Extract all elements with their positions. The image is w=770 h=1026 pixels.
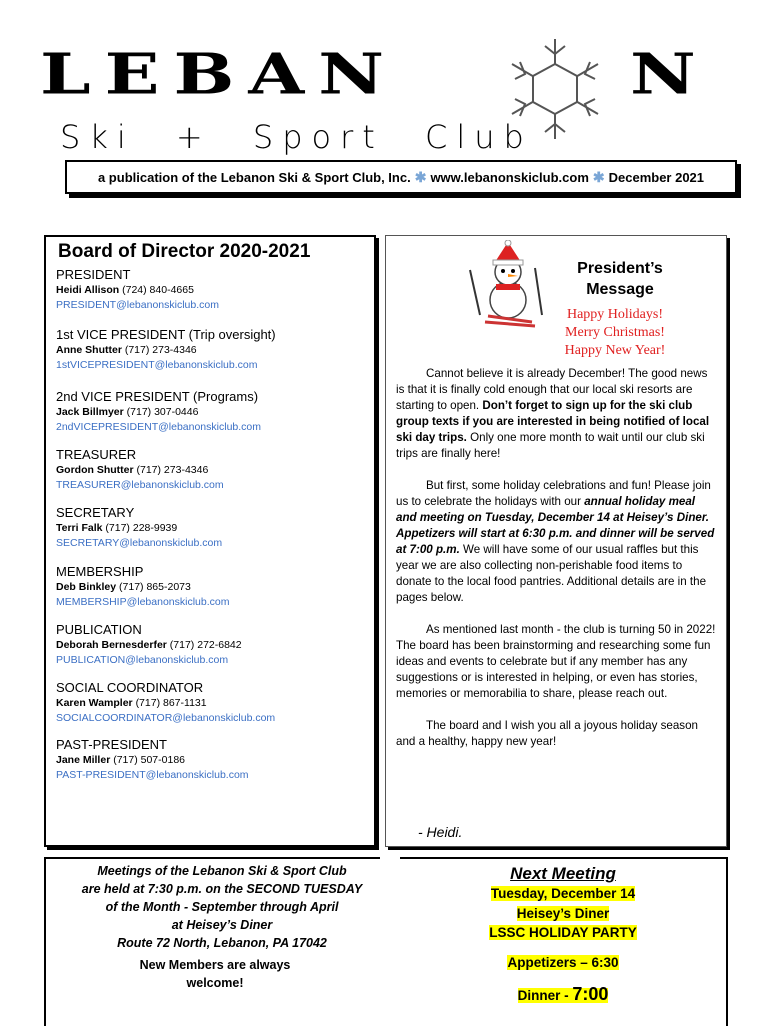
role-person: Deb Binkley (717) 865-2073 (56, 581, 191, 593)
board-title: Board of Director 2020-2021 (58, 241, 311, 262)
role-email-link[interactable]: TREASURER@lebanonskiclub.com (56, 479, 224, 491)
role-title: MEMBERSHIP (56, 564, 144, 579)
publication-bar (65, 160, 737, 194)
role-title: PAST-PRESIDENT (56, 737, 168, 752)
role-person: Gordon Shutter (717) 273-4346 (56, 464, 209, 476)
role-email-link[interactable]: MEMBERSHIP@lebanonskiclub.com (56, 596, 230, 608)
new-members-note: New Members are always welcome! (139, 958, 291, 990)
next-meeting-title: Next Meeting (510, 864, 616, 883)
role-title: 1st VICE PRESIDENT (Trip oversight) (56, 327, 276, 342)
board-role-5 (56, 564, 229, 608)
role-person: Terri Falk (717) 228-9939 (56, 522, 178, 534)
board-role-0 (56, 267, 219, 311)
presidents-message-body (396, 366, 716, 766)
board-of-directors-box (44, 235, 376, 847)
role-person: Deborah Bernesderfer (717) 272-6842 (56, 639, 242, 651)
role-email-link[interactable]: PRESIDENT@lebanonskiclub.com (56, 299, 219, 311)
signoff: - Heidi. (418, 824, 463, 840)
star-icon: ✱ (592, 168, 605, 185)
role-person: Jack Billmyer (717) 307-0446 (56, 406, 199, 418)
next-meeting-date: Tuesday, December 14 (490, 886, 636, 901)
board-role-2 (56, 389, 261, 433)
role-email-link[interactable]: PUBLICATION@lebanonskiclub.com (56, 654, 229, 666)
role-person: Heidi Allison (724) 840-4665 (56, 284, 194, 296)
role-title: PUBLICATION (56, 622, 142, 637)
role-title: SOCIAL COORDINATOR (56, 680, 204, 695)
masthead-subtitle: Ski + Sport Club (60, 118, 533, 156)
board-role-7 (56, 680, 275, 724)
role-title: 2nd VICE PRESIDENT (Programs) (56, 389, 259, 404)
role-email-link[interactable]: SOCIALCOORDINATOR@lebanonskiclub.com (56, 712, 276, 724)
holiday-greeting: Happy Holidays! Merry Christmas! Happy New Year! (564, 307, 666, 358)
role-email-link[interactable]: 2ndVICEPRESIDENT@lebanonskiclub.com (56, 421, 261, 433)
next-meeting-event: LSSC HOLIDAY PARTY (489, 925, 637, 940)
masthead-title: LEBAN (40, 40, 399, 107)
board-role-1 (56, 327, 276, 371)
role-title: SECRETARY (56, 505, 135, 520)
paragraph-1: Cannot believe it is already December! The good news is that it is finally cold enough that our local ski resorts are starting to open. Don’t forget to sign up for the ski club group texts if you are interested in being notified of local ski day trips. Only one more month to wait until our club ski trips are finally here! (396, 367, 710, 460)
role-email-link[interactable]: SECRETARY@lebanonskiclub.com (56, 537, 223, 549)
star-icon: ✱ (414, 168, 427, 185)
role-person: Anne Shutter (717) 273-4346 (56, 344, 197, 356)
role-title: PRESIDENT (56, 267, 131, 282)
board-role-3 (56, 447, 224, 491)
appetizers-time: Appetizers – 6:30 (507, 955, 619, 970)
role-email-link[interactable]: 1stVICEPRESIDENT@lebanonskiclub.com (56, 359, 258, 371)
role-email-link[interactable]: PAST-PRESIDENT@lebanonskiclub.com (56, 769, 249, 781)
paragraph-4: The board and I wish you all a joyous holiday season and a healthy, happy new year! (396, 719, 698, 748)
issue-date: December 2021 (608, 169, 705, 185)
board-role-6 (56, 622, 242, 666)
paragraph-2: But first, some holiday celebrations and fun! Please join us to celebrate the holidays with our annual holiday meal and meeting on Tuesday, December 14 at Heisey’s Diner. Appetizers will start at 6:30 p.m. and dinner will be served at 7:00 p.m. We will have some of our usual raffles but this year we are also collecting non-perishable food items to donate to the local food pantries. Additional details are in the pages below. (396, 479, 715, 604)
board-role-4 (56, 505, 222, 549)
next-meeting-place: Heisey’s Diner (516, 906, 610, 921)
masthead-title-n: N (630, 40, 696, 107)
presidents-message-title: President’s Message (577, 260, 663, 298)
meetings-info: Meetings of the Lebanon Ski & Sport Club are held at 7:30 p.m. on the SECOND TUESDAY of the Month - September through April at Heisey’s Diner Route 72 North, Lebanon, PA 17042 (81, 864, 363, 950)
role-person: Jane Miller (717) 507-0186 (56, 754, 186, 766)
website-link[interactable]: www.lebanonskiclub.com (430, 169, 589, 185)
dinner-time: Dinner - 7:00 (517, 984, 609, 1004)
publication-text: a publication of the Lebanon Ski & Sport Club, Inc. (97, 169, 411, 185)
board-role-8 (56, 737, 249, 781)
role-person: Karen Wampler (717) 867-1131 (56, 697, 207, 709)
paragraph-3: As mentioned last month - the club is turning 50 in 2022! The board has been brainstorming and researching some fun ideas and events to celebrate but if any member has any suggestions or is interested in helping, or even has stories, memories or memorabilia to share, please reach out. (396, 623, 716, 700)
role-title: TREASURER (56, 447, 137, 462)
